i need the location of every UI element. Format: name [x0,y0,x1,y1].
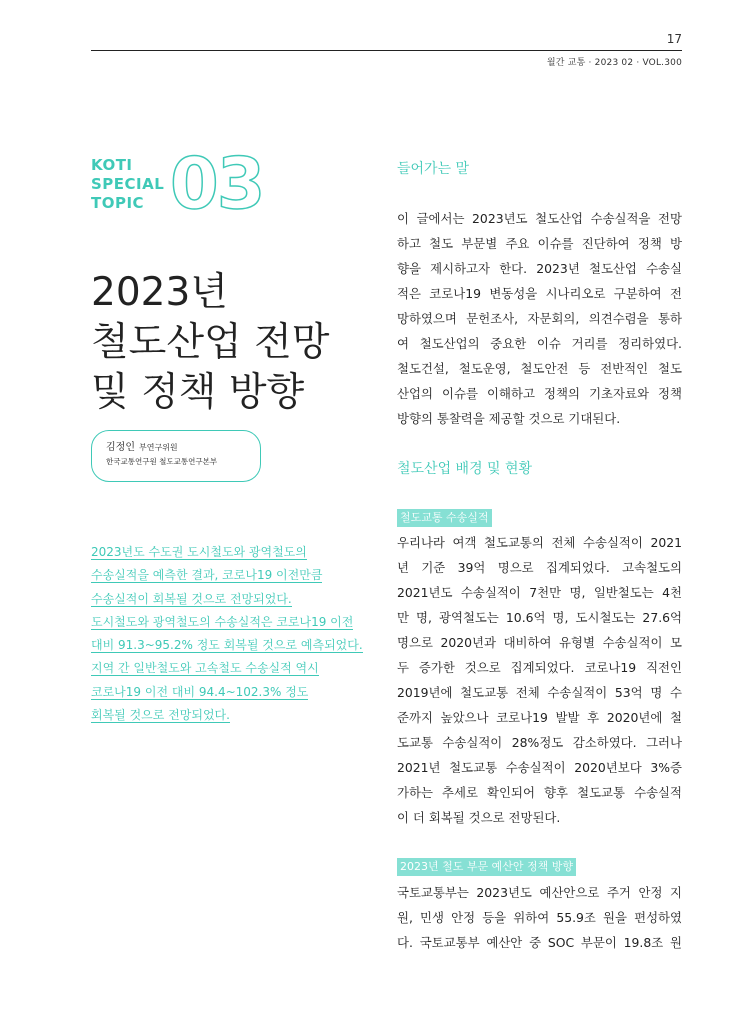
summary-line: 대비 91.3~95.2% 정도 회복될 것으로 예측되었다. [91,638,363,653]
summary-line: 수송실적을 예측한 결과, 코로나19 이전만큼 [91,568,323,583]
background-heading: 철도산업 배경 및 현황 [397,461,533,477]
article-title-line: 및 정책 방향 [91,370,305,415]
author-org: 한국교통연구원 철도교통연구본부 [106,457,218,466]
paragraph-line: 도교통 수송실적이 28%정도 감소하였다. 그러나 [397,735,682,750]
paragraph-line: 여 철도산업의 중요한 이슈 거리를 정리하였다. [397,336,682,351]
paragraph-line: 하고 철도 부문별 주요 이슈를 진단하여 정책 방 [397,236,682,251]
summary [91,541,371,727]
article-title-line: 2023년 [91,270,228,315]
page-number: 17 [666,32,682,46]
paragraph-line: 이 더 회복될 것으로 전망된다. [397,810,561,825]
header-rule [91,50,682,51]
paragraph-line: 준까지 높았으나 코로나19 발발 후 2020년에 철 [397,710,682,725]
section-badge-budget: 2023년 철도 부문 예산안 정책 방향 [397,858,576,876]
article-title [91,268,329,418]
paragraph-line: 우리나라 여객 철도교통의 전체 수송실적이 2021 [397,535,682,550]
paragraph-line: 2021년 철도교통 수송실적이 2020년보다 3%증 [397,760,682,775]
paragraph-line: 2019년에 철도교통 전체 수송실적이 53억 명 수 [397,685,682,700]
intro-heading: 들어가는 말 [397,161,470,177]
summary-line: 도시철도와 광역철도의 수송실적은 코로나19 이전 [91,614,354,629]
article-title-line: 철도산업 전망 [91,320,330,365]
paragraph-line: 철도건설, 철도운영, 철도안전 등 전반적인 철도 [397,361,682,376]
author-name: 김정인 [106,442,135,453]
paragraph-line: 적은 코로나19 변동성을 시나리오로 구분하여 전 [397,286,682,301]
topic-label-line: TOPIC [91,194,145,212]
paragraph-line: 다. 국토교통부 예산안 중 SOC 부문이 19.8조 원 [397,935,682,950]
author-name-line [106,441,260,455]
topic-label-line: SPECIAL [91,175,165,193]
intro-paragraph [397,206,682,431]
header-meta: 월간 교통 · 2023 02 · VOL.300 [546,58,682,68]
transport-paragraph [397,530,682,830]
author-role: 부연구위원 [138,443,178,452]
paragraph-line: 만 명, 광역철도는 10.6억 명, 도시철도는 27.6억 [397,610,682,625]
paragraph-line: 명으로 2020년과 대비하여 유형별 수송실적이 모 [397,635,682,650]
summary-line: 수송실적이 회복될 것으로 전망되었다. [91,591,292,606]
paragraph-line: 향을 제시하고자 한다. 2023년 철도산업 수송실 [397,261,682,276]
paragraph-line: 두 증가한 것으로 집계되었다. 코로나19 직전인 [397,660,682,675]
summary-line: 코로나19 이전 대비 94.4~102.3% 정도 [91,684,309,699]
paragraph-line: 2021년도 수송실적이 7천만 명, 일반철도는 4천 [397,585,682,600]
summary-line: 회복될 것으로 전망되었다. [91,708,230,723]
budget-paragraph [397,880,682,955]
summary-line: 지역 간 일반철도와 고속철도 수송실적 역시 [91,661,319,676]
section-badge-transport: 철도교통 수송실적 [397,509,492,527]
paragraph-line: 국토교통부는 2023년도 예산안으로 주거 안정 지 [397,885,682,900]
topic-number: 03 [170,143,264,225]
topic-label-line: KOTI [91,156,133,174]
summary-line: 2023년도 수도권 도시철도와 광역철도의 [91,545,307,559]
paragraph-line: 산업의 이슈를 이해하고 정책의 기초자료와 정책 [397,386,682,401]
paragraph-line: 망하였으며 문헌조사, 자문회의, 의견수렴을 통하 [397,311,682,326]
author-box [91,430,261,482]
paragraph-line: 가하는 추세로 확인되어 향후 철도교통 수송실적 [397,785,682,800]
topic-label [91,156,164,213]
paragraph-line: 이 글에서는 2023년도 철도산업 수송실적을 전망 [397,211,682,226]
paragraph-line: 원, 민생 안정 등을 위하여 55.9조 원을 편성하였 [397,910,682,925]
paragraph-line: 방향의 통찰력을 제공할 것으로 기대된다. [397,411,621,426]
paragraph-line: 년 기준 39억 명으로 집계되었다. 고속철도의 [397,560,682,575]
